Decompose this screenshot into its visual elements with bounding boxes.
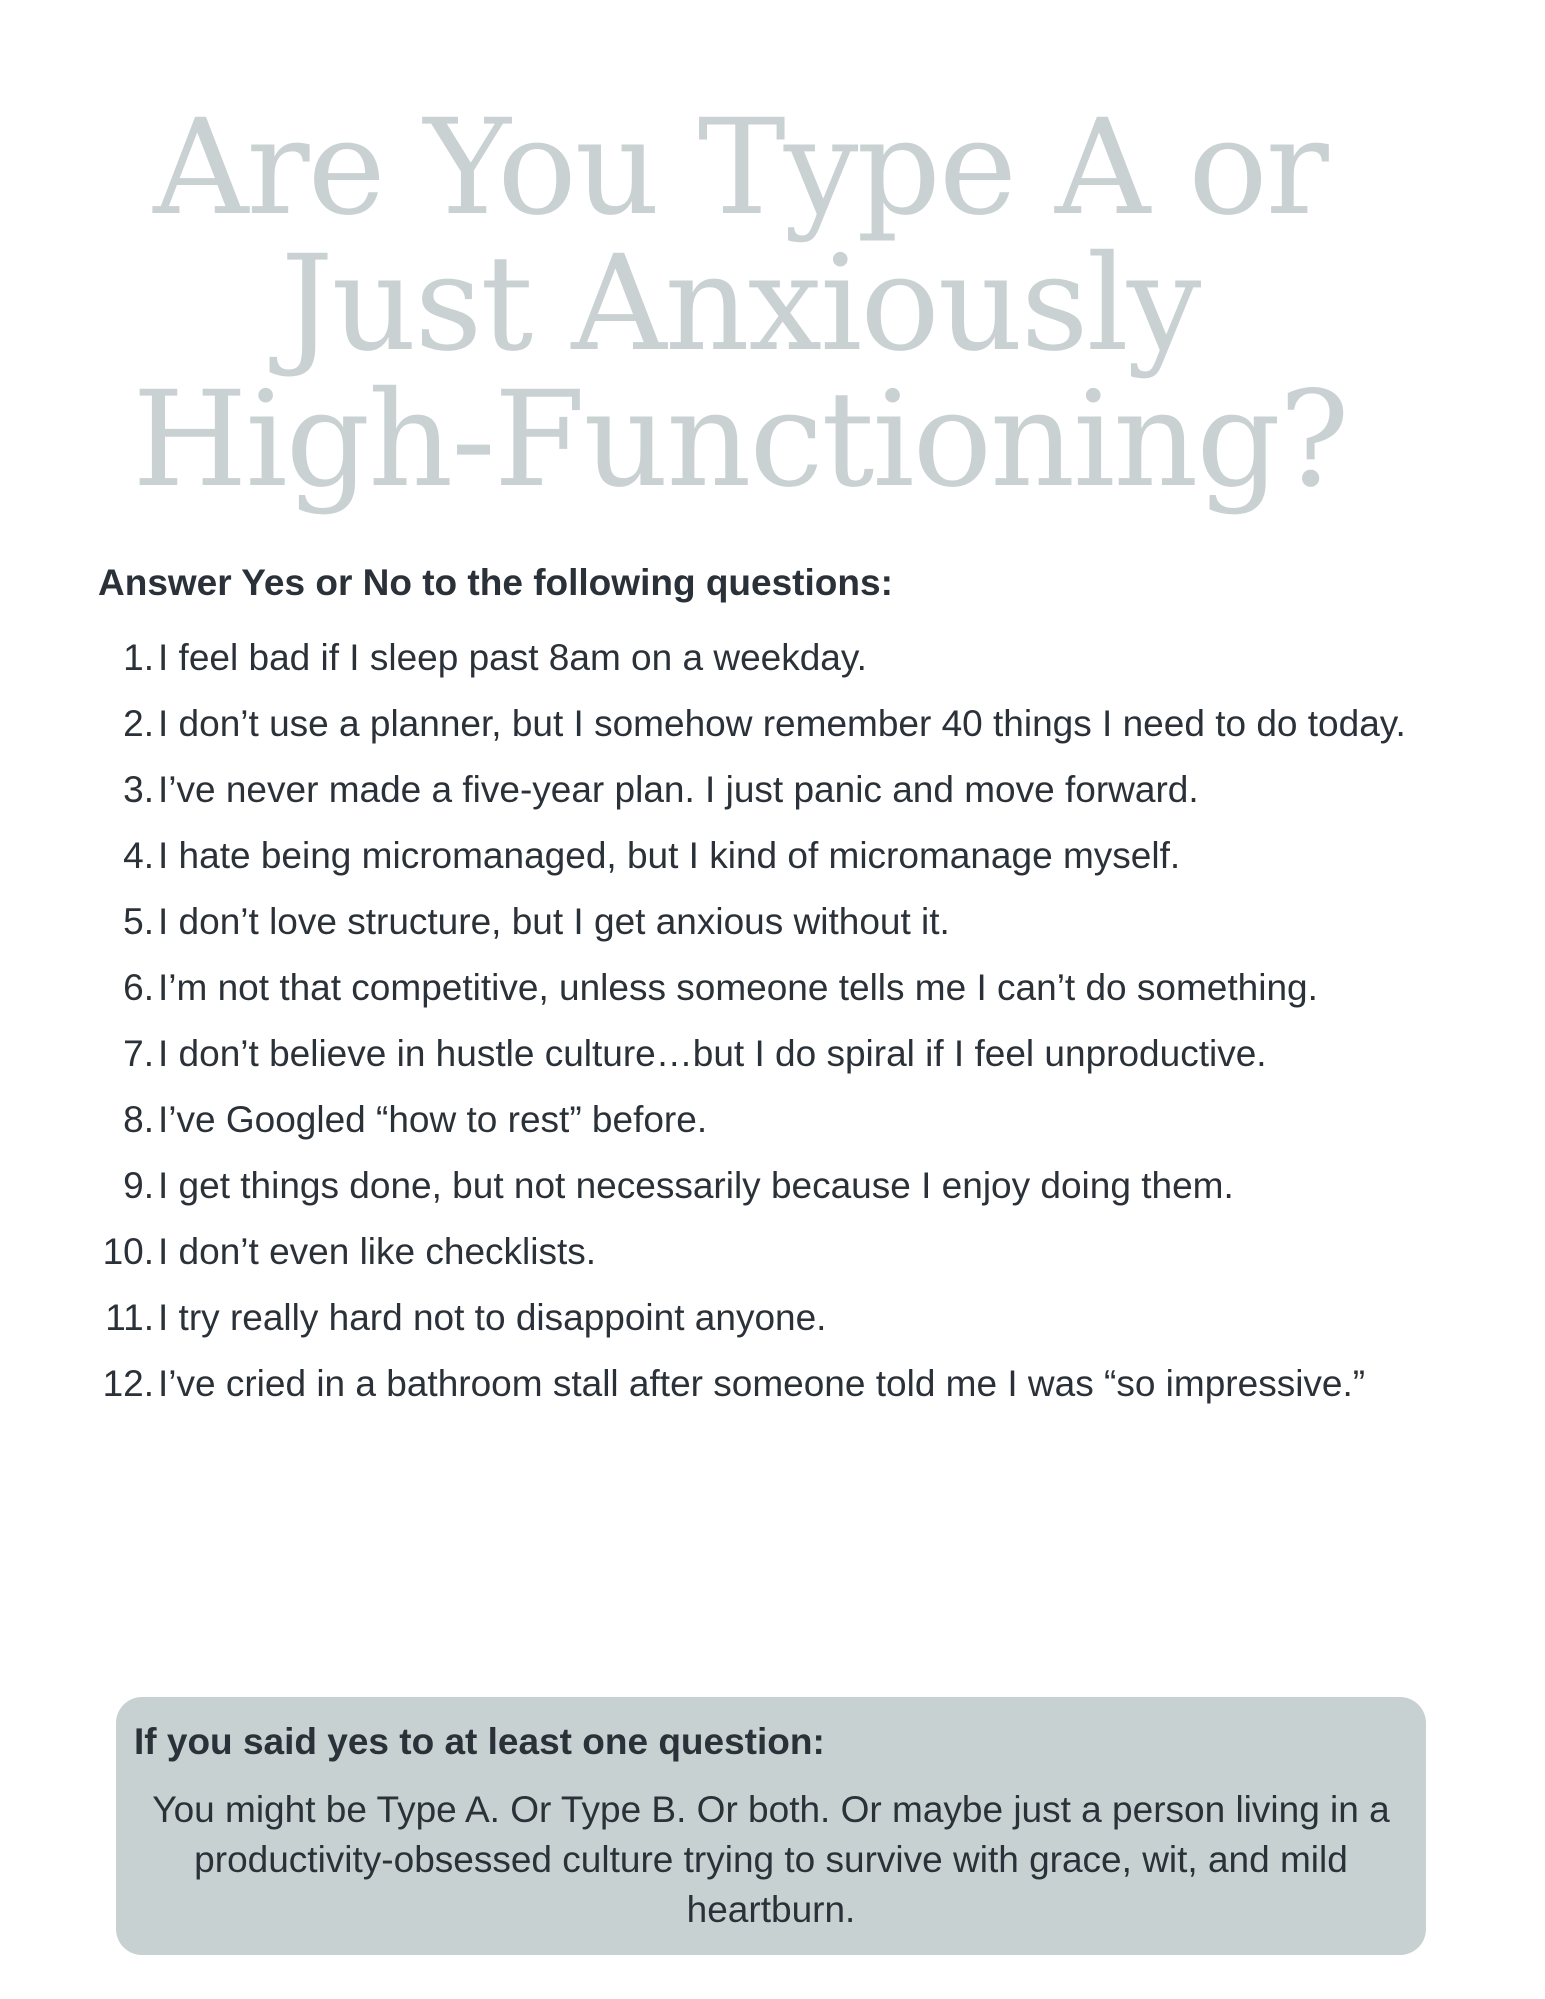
question-number: 8. [123,1099,154,1140]
callout-body: You might be Type A. Or Type B. Or both. Or maybe just a person living in a productivity-obsessed culture trying to survive with grace, wit, and mild heartburn. [152,1789,1390,1930]
question-item [0,1087,1460,1153]
question-number: 7. [123,1033,154,1074]
question-item [0,625,1460,691]
question-number: 12. [102,1363,154,1404]
question-number: 10. [102,1231,154,1272]
question-list [0,625,1460,1417]
question-text: I feel bad if I sleep past 8am on a weekday. [158,637,867,678]
question-text: I don’t believe in hustle culture…but I do spiral if I feel unproductive. [158,1033,1267,1074]
question-number: 11. [105,1297,154,1338]
question-text: I get things done, but not necessarily because I enjoy doing them. [158,1165,1234,1206]
question-item [0,1153,1460,1219]
question-text: I’ve Googled “how to rest” before. [158,1099,708,1140]
question-number: 3. [123,769,154,810]
question-number: 4. [123,835,154,876]
question-text: I try really hard not to disappoint anyone. [158,1297,827,1338]
question-text: I’ve never made a five-year plan. I just panic and move forward. [158,769,1199,810]
page-title [0,91,1480,517]
question-item [0,691,1460,757]
question-text: I hate being micromanaged, but I kind of micromanage myself. [158,835,1181,876]
result-callout [116,1697,1426,1955]
question-text: I don’t use a planner, but I somehow remember 40 things I need to do today. [158,703,1406,744]
question-item [0,889,1460,955]
title-line-1: Are You Type A or [153,91,1327,245]
instructions-heading: Answer Yes or No to the following questions: [98,562,893,603]
question-text: I don’t even like checklists. [158,1231,597,1272]
question-number: 9. [123,1165,154,1206]
title-line-3: High-Functioning? [132,363,1348,517]
question-number: 6. [123,967,154,1008]
question-item [0,757,1460,823]
question-item [0,1219,1460,1285]
question-text: I’m not that competitive, unless someone tells me I can’t do something. [158,967,1318,1008]
question-item [0,1285,1460,1351]
question-text: I don’t love structure, but I get anxious without it. [158,901,950,942]
callout-title: If you said yes to at least one question: [134,1721,825,1762]
question-item [0,823,1460,889]
question-number: 5. [123,901,154,942]
question-number: 2. [123,703,154,744]
question-text: I’ve cried in a bathroom stall after someone told me I was “so impressive.” [158,1363,1366,1404]
question-item [0,1351,1460,1417]
title-line-2: Just Anxiously [280,227,1200,381]
question-item [0,1021,1460,1087]
question-item [0,955,1460,1021]
question-number: 1. [123,637,154,678]
